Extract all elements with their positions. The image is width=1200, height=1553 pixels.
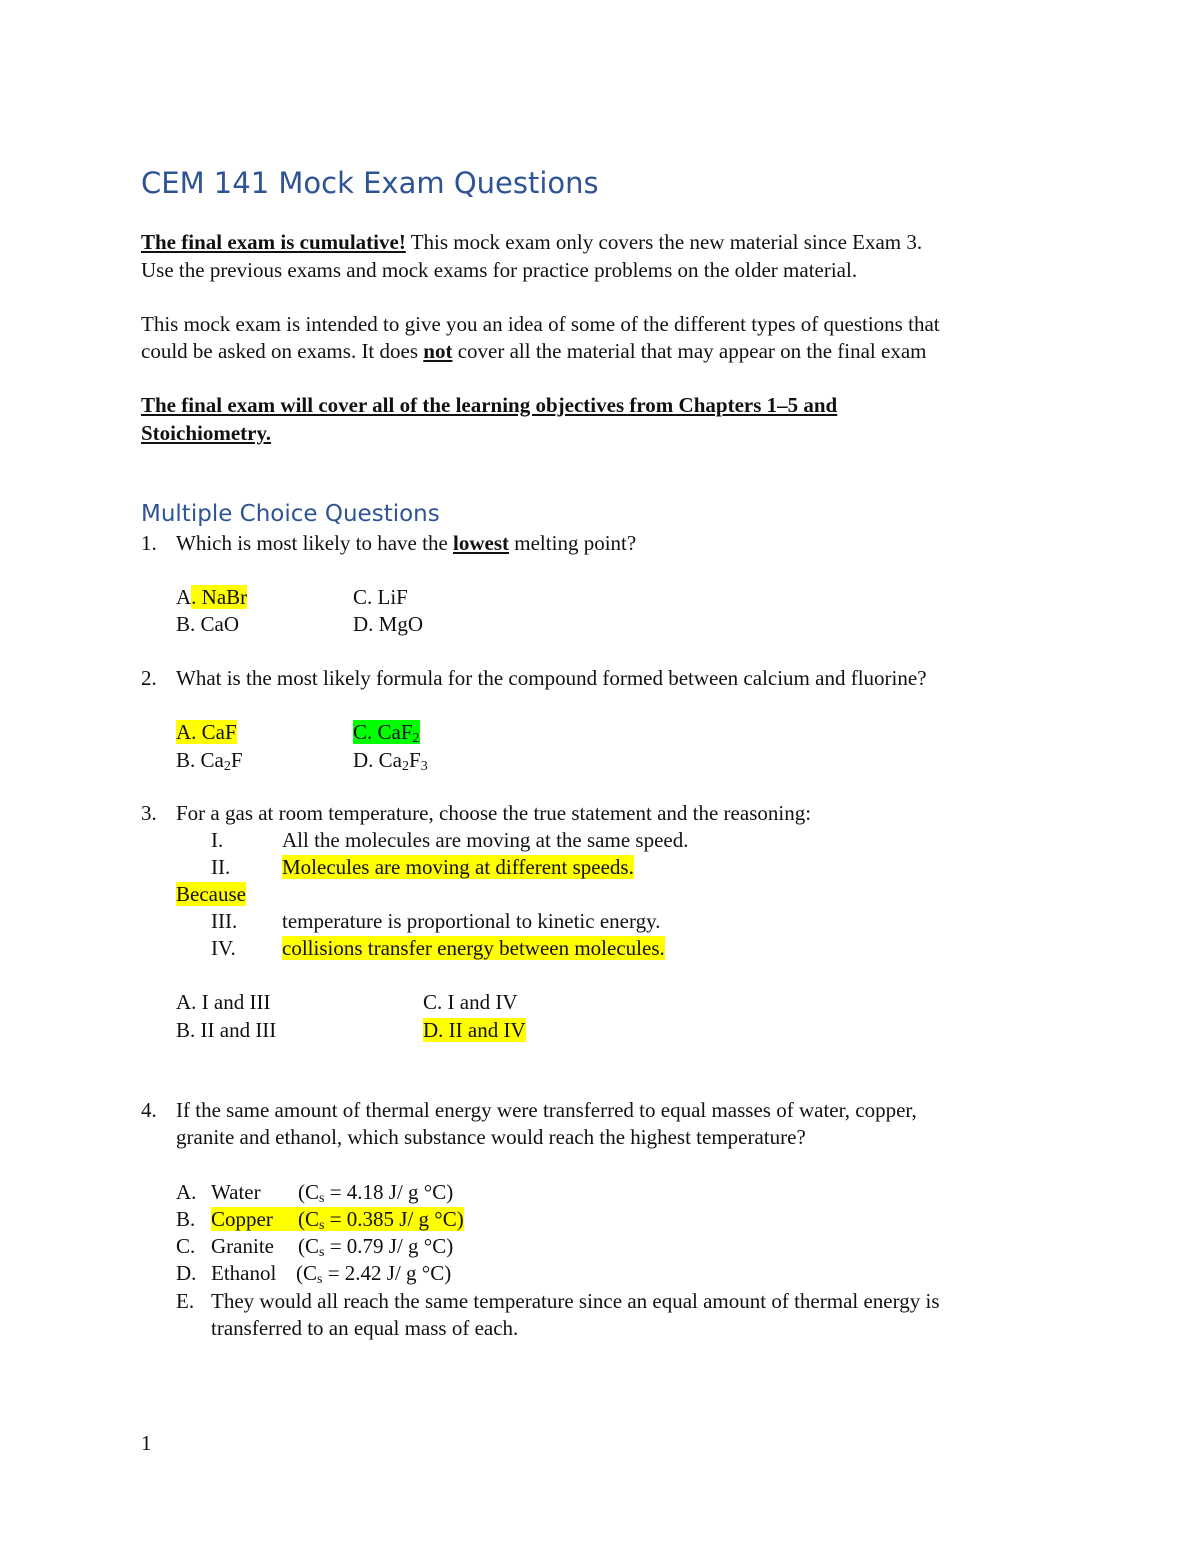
- q3-option-d: [423, 1017, 526, 1044]
- question-3-text: For a gas at room temperature, choose the true statement and the reasoning:: [176, 801, 812, 825]
- highlighted-answer: [191, 585, 247, 609]
- q2-option-b: [176, 747, 243, 774]
- intro-text: cover all the material that may appear on the final exam: [452, 339, 927, 363]
- because-label: [176, 881, 246, 908]
- subscript: 3: [420, 759, 428, 774]
- question-1-number: 1.: [141, 531, 157, 555]
- statement-text: [282, 935, 665, 962]
- option-dot: .: [191, 585, 197, 609]
- subscript: s: [319, 1245, 325, 1260]
- q4-option-e-line-2: transferred to an equal mass of each.: [211, 1316, 519, 1340]
- option-text: F: [409, 748, 421, 772]
- q4-option-b: [176, 1206, 195, 1233]
- subscript: 2: [412, 731, 420, 746]
- question-1-text: [176, 530, 636, 557]
- intro-text: could be asked on exams. It does: [141, 339, 424, 363]
- subscript: s: [319, 1191, 325, 1206]
- highlighted-answer: Because: [176, 882, 246, 906]
- page-number: 1: [141, 1431, 152, 1455]
- q4-option-a: [176, 1179, 196, 1206]
- option-text: = 0.385 J/ g °C): [324, 1207, 464, 1231]
- q1-option-d: D. MgO: [353, 612, 424, 636]
- q2-option-c: [353, 719, 420, 746]
- option-letter: B.: [176, 1207, 196, 1231]
- option-text: D. Ca: [353, 748, 402, 772]
- statement-text: All the molecules are moving at the same speed.: [282, 828, 689, 852]
- q3-option-b: B. II and III: [176, 1018, 277, 1042]
- subscript: s: [317, 1272, 323, 1287]
- q4-option-a-text: [211, 1179, 453, 1206]
- question-2-text: What is the most likely formula for the compound formed between calcium and fluorine?: [176, 666, 927, 690]
- question-4-text-line-1: If the same amount of thermal energy were transferred to equal masses of water, copper,: [176, 1098, 917, 1122]
- q2-option-a: [176, 719, 237, 746]
- option-letter: C.: [176, 1234, 196, 1258]
- option-text: (C: [298, 1234, 319, 1258]
- intro-paragraph-2-line-1: This mock exam is intended to give you an idea of some of the different types of questions that: [141, 312, 940, 336]
- option-letter: D.: [176, 1261, 197, 1285]
- lowest-emphasis: lowest: [453, 531, 510, 555]
- option-text: (C: [298, 1180, 319, 1204]
- q4-option-c: [176, 1233, 195, 1260]
- question-4-text-line-2: granite and ethanol, which substance would reach the highest temperature?: [176, 1125, 806, 1149]
- q3-option-a: A. I and III: [176, 990, 271, 1014]
- coverage-notice-line-2: Stoichiometry.: [141, 421, 272, 445]
- question-text: melting point?: [509, 531, 637, 555]
- q1-option-c: C. LiF: [353, 585, 408, 609]
- section-heading: Multiple Choice Questions: [141, 501, 440, 527]
- highlighted-answer: collisions transfer energy between molecules.: [282, 936, 665, 960]
- intro-paragraph-1-line-1: [141, 229, 922, 256]
- q3-option-c: C. I and IV: [423, 990, 518, 1014]
- option-text: F: [230, 748, 243, 772]
- q4-option-b-text: [211, 1206, 464, 1233]
- substance-name: Water: [211, 1180, 261, 1204]
- substance-name: Granite: [211, 1234, 274, 1258]
- correct-answer-highlight: [353, 720, 420, 744]
- not-emphasis: not: [423, 339, 453, 363]
- option-text: (C: [296, 1261, 317, 1285]
- substance-name: Ethanol: [211, 1261, 277, 1285]
- substance-name: Copper: [211, 1207, 273, 1231]
- statement-roman: II.: [211, 855, 231, 879]
- q4-option-c-text: [211, 1233, 453, 1260]
- highlighted-answer: D. II and IV: [423, 1018, 526, 1042]
- option-text: C. CaF: [353, 720, 413, 744]
- subscript: s: [319, 1218, 325, 1233]
- q4-option-e-line-1: They would all reach the same temperature since an equal amount of thermal energy is: [211, 1289, 940, 1313]
- intro-text: This mock exam only covers the new material since Exam 3.: [405, 230, 923, 254]
- subscript: 2: [223, 759, 231, 774]
- q1-option-b: B. CaO: [176, 612, 239, 636]
- q1-option-a: [176, 584, 247, 611]
- option-text: NaBr: [196, 585, 248, 609]
- q4-option-d-text: [211, 1260, 451, 1287]
- statement-roman: IV.: [211, 936, 236, 960]
- intro-paragraph-2-line-2: [141, 338, 927, 365]
- option-text: = 4.18 J/ g °C): [324, 1180, 454, 1204]
- q4-option-e: E.: [176, 1289, 195, 1313]
- option-text: (C: [298, 1207, 319, 1231]
- statement-roman: I.: [211, 828, 224, 852]
- q2-option-d: [353, 747, 428, 774]
- q4-option-d: [176, 1260, 196, 1287]
- option-text: = 0.79 J/ g °C): [324, 1234, 454, 1258]
- highlighted-answer: Molecules are moving at different speeds.: [282, 855, 634, 879]
- statement-text: [282, 854, 634, 881]
- intro-paragraph-1-line-2: Use the previous exams and mock exams for practice problems on the older material.: [141, 258, 858, 282]
- option-letter: A.: [176, 1180, 197, 1204]
- statement-text: temperature is proportional to kinetic energy.: [282, 909, 661, 933]
- subscript: 2: [402, 759, 409, 774]
- statement-roman: III.: [211, 909, 238, 933]
- highlighted-answer: A. CaF: [176, 720, 237, 744]
- option-text: B. Ca: [176, 748, 224, 772]
- question-text: Which is most likely to have the: [176, 531, 454, 555]
- question-4-number: 4.: [141, 1098, 157, 1122]
- cumulative-notice: The final exam is cumulative!: [141, 230, 406, 254]
- highlighted-answer: [211, 1207, 464, 1231]
- option-text: = 2.42 J/ g °C): [322, 1261, 452, 1285]
- page-title: CEM 141 Mock Exam Questions: [141, 166, 599, 200]
- coverage-notice-line-1: The final exam will cover all of the learning objectives from Chapters 1–5 and: [141, 393, 838, 417]
- question-2-number: 2.: [141, 666, 157, 690]
- question-3-number: 3.: [141, 801, 157, 825]
- option-letter: A: [176, 585, 192, 609]
